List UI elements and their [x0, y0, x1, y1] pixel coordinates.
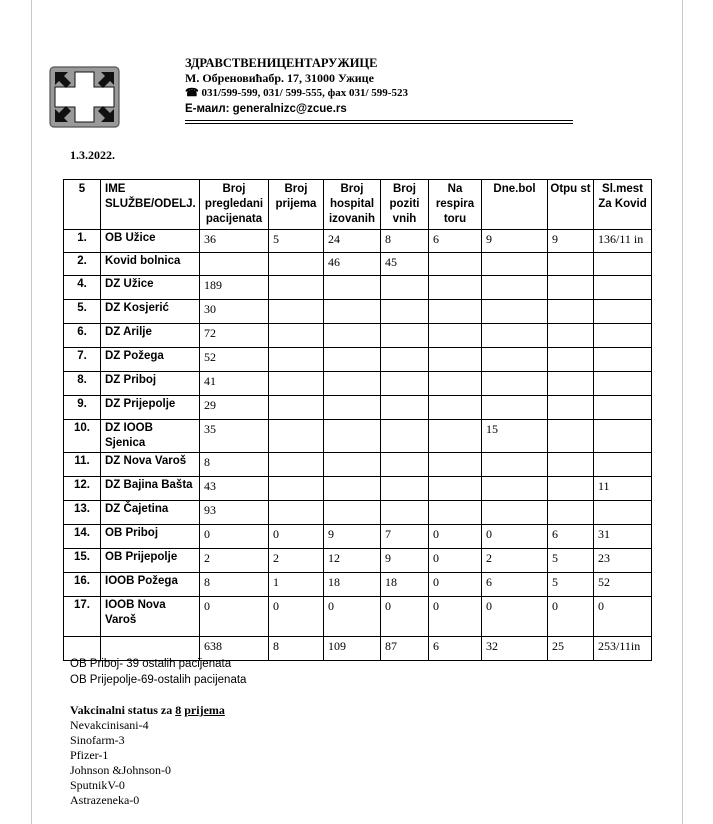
cell-dnebol	[482, 348, 548, 372]
cell-dnebol: 6	[482, 573, 548, 597]
cell-pregledani	[200, 253, 269, 276]
row-number: 11.	[64, 453, 101, 477]
vaccination-title-number: 8	[175, 703, 182, 717]
table-row	[64, 501, 652, 525]
cell-otpust	[548, 477, 594, 501]
cell-respirator	[429, 477, 482, 501]
table-row	[64, 372, 652, 396]
cell-hospital	[324, 501, 381, 525]
department-name: OB Užice	[101, 230, 200, 253]
cell-pozitivnih: 0	[381, 597, 429, 637]
cell-pozitivnih	[381, 372, 429, 396]
cell-pregledani: 35	[200, 420, 269, 453]
row-number: 8.	[64, 372, 101, 396]
cell-kovid	[594, 276, 652, 300]
cell-otpust	[548, 501, 594, 525]
cell-otpust	[548, 348, 594, 372]
cell-prijema: 1	[269, 573, 324, 597]
row-number: 13.	[64, 501, 101, 525]
table-row	[64, 348, 652, 372]
vaccination-item: Johnson &Johnson-0	[70, 763, 172, 777]
cell-prijema	[269, 348, 324, 372]
cell-pregledani: 72	[200, 324, 269, 348]
cell-prijema: 2	[269, 549, 324, 573]
row-number: 14.	[64, 525, 101, 549]
cell-hospital	[324, 396, 381, 420]
cell-prijema	[269, 420, 324, 453]
cell-respirator: 0	[429, 525, 482, 549]
cell-pozitivnih: 18	[381, 573, 429, 597]
cell-kovid	[594, 396, 652, 420]
cell-prijema	[269, 300, 324, 324]
organization-name: ЗДРАВСТВЕНИЦЕНТАРУЖИЦЕ	[185, 56, 378, 70]
cell-otpust	[548, 396, 594, 420]
vaccination-item: Nevakcinisani-4	[70, 718, 149, 732]
cell-pozitivnih	[381, 348, 429, 372]
cell-dnebol: 0	[482, 525, 548, 549]
cell-respirator: 6	[429, 230, 482, 253]
column-header: Broj pregledani pacijenata	[200, 180, 269, 230]
cell-kovid: 253/11in	[594, 637, 652, 661]
cell-hospital: 109	[324, 637, 381, 661]
table-row	[64, 573, 652, 597]
cell-prijema: 0	[269, 525, 324, 549]
cell-kovid	[594, 253, 652, 276]
cell-pregledani: 30	[200, 300, 269, 324]
cell-pozitivnih	[381, 396, 429, 420]
cell-pozitivnih	[381, 276, 429, 300]
cell-hospital: 24	[324, 230, 381, 253]
cell-pozitivnih: 87	[381, 637, 429, 661]
cell-otpust: 5	[548, 573, 594, 597]
department-name: DZ Arilje	[101, 324, 200, 348]
cell-dnebol	[482, 324, 548, 348]
cell-kovid: 11	[594, 477, 652, 501]
column-header: Otpu st	[548, 180, 594, 230]
department-name: DZ Kosjerić	[101, 300, 200, 324]
cell-kovid	[594, 348, 652, 372]
cell-hospital	[324, 372, 381, 396]
row-number: 6.	[64, 324, 101, 348]
row-number: 5.	[64, 300, 101, 324]
cell-dnebol: 0	[482, 597, 548, 637]
column-header: Na respira toru	[429, 180, 482, 230]
cell-dnebol	[482, 396, 548, 420]
cell-respirator	[429, 324, 482, 348]
note-line: OB Priboj- 39 ostalih pacijenata	[70, 658, 232, 670]
vaccination-title-suffix: prijema	[184, 703, 225, 717]
cell-respirator: 6	[429, 637, 482, 661]
table-row	[64, 396, 652, 420]
cell-pozitivnih: 9	[381, 549, 429, 573]
cell-otpust: 9	[548, 230, 594, 253]
cell-otpust: 25	[548, 637, 594, 661]
cell-prijema	[269, 396, 324, 420]
column-header: Broj hospital izovanih	[324, 180, 381, 230]
organization-email: E-маил: generalnizc@zcue.rs	[185, 103, 347, 115]
cell-pregledani: 8	[200, 453, 269, 477]
cell-respirator	[429, 501, 482, 525]
department-name: DZ Užice	[101, 276, 200, 300]
header-rule-top	[185, 120, 573, 121]
vaccination-item: Pfizer-1	[70, 748, 109, 762]
vaccination-status	[70, 703, 225, 808]
report-date: 1.3.2022.	[70, 148, 115, 162]
column-header: Broj prijema	[269, 180, 324, 230]
cell-pozitivnih: 45	[381, 253, 429, 276]
department-name: IOOB Nova Varoš	[101, 597, 200, 637]
cell-respirator	[429, 420, 482, 453]
cell-otpust	[548, 324, 594, 348]
cell-dnebol	[482, 453, 548, 477]
department-name: Kovid bolnica	[101, 253, 200, 276]
header-rule-bottom	[185, 123, 573, 124]
row-number: 4.	[64, 276, 101, 300]
column-header: Dne.bol	[482, 180, 548, 230]
vaccination-item: SputnikV-0	[70, 778, 125, 792]
cell-hospital	[324, 324, 381, 348]
table-body	[64, 230, 652, 661]
department-name: DZ Čajetina	[101, 501, 200, 525]
cell-hospital: 46	[324, 253, 381, 276]
row-number: 15.	[64, 549, 101, 573]
cell-respirator: 0	[429, 549, 482, 573]
cell-dnebol	[482, 477, 548, 501]
table-row	[64, 276, 652, 300]
table-row	[64, 477, 652, 501]
cell-prijema	[269, 501, 324, 525]
cell-hospital	[324, 276, 381, 300]
row-number: 17.	[64, 597, 101, 637]
cell-prijema: 0	[269, 597, 324, 637]
cell-otpust	[548, 276, 594, 300]
cell-kovid	[594, 372, 652, 396]
department-name: DZ Priboj	[101, 372, 200, 396]
cell-respirator	[429, 300, 482, 324]
letterhead	[185, 56, 408, 117]
organization-phone: ☎ 031/599-599, 031/ 599-555, фах 031/ 599-523	[185, 87, 408, 99]
cell-hospital: 0	[324, 597, 381, 637]
table-row	[64, 324, 652, 348]
vaccination-item: Astrazeneka-0	[70, 793, 140, 807]
cell-respirator: 0	[429, 573, 482, 597]
cell-kovid	[594, 453, 652, 477]
cell-pozitivnih	[381, 324, 429, 348]
table-row	[64, 549, 652, 573]
cell-otpust: 0	[548, 597, 594, 637]
cell-dnebol	[482, 253, 548, 276]
cell-dnebol: 9	[482, 230, 548, 253]
column-header: 5	[64, 180, 101, 230]
cell-kovid: 31	[594, 525, 652, 549]
cell-kovid: 52	[594, 573, 652, 597]
cell-dnebol: 32	[482, 637, 548, 661]
cell-prijema	[269, 253, 324, 276]
cell-hospital	[324, 477, 381, 501]
cell-pregledani: 52	[200, 348, 269, 372]
cell-kovid	[594, 324, 652, 348]
cell-pregledani: 638	[200, 637, 269, 661]
row-number: 7.	[64, 348, 101, 372]
cell-respirator: 0	[429, 597, 482, 637]
department-name: DZ Prijepolje	[101, 396, 200, 420]
table-row	[64, 253, 652, 276]
cell-dnebol: 2	[482, 549, 548, 573]
cell-otpust: 5	[548, 549, 594, 573]
department-name: DZ Požega	[101, 348, 200, 372]
cell-dnebol	[482, 372, 548, 396]
cell-respirator	[429, 276, 482, 300]
cell-prijema	[269, 324, 324, 348]
department-name: DZ Bajina Bašta	[101, 477, 200, 501]
row-number: 9.	[64, 396, 101, 420]
cell-prijema	[269, 372, 324, 396]
cell-otpust	[548, 453, 594, 477]
cell-prijema	[269, 453, 324, 477]
cell-pregledani: 29	[200, 396, 269, 420]
cell-otpust	[548, 300, 594, 324]
cell-pregledani: 36	[200, 230, 269, 253]
cell-hospital	[324, 300, 381, 324]
table-row	[64, 525, 652, 549]
cell-kovid	[594, 420, 652, 453]
health-center-logo-icon	[49, 66, 120, 128]
cell-pozitivnih: 8	[381, 230, 429, 253]
cell-hospital: 12	[324, 549, 381, 573]
cell-kovid: 23	[594, 549, 652, 573]
cell-respirator	[429, 253, 482, 276]
hospital-report-table	[63, 179, 652, 661]
table-row	[64, 453, 652, 477]
cell-pozitivnih	[381, 453, 429, 477]
cell-kovid: 0	[594, 597, 652, 637]
cell-pregledani: 0	[200, 597, 269, 637]
cell-respirator	[429, 396, 482, 420]
row-number: 2.	[64, 253, 101, 276]
note-line: OB Prijepolje-69-ostalih pacijenata	[70, 674, 247, 686]
cell-pregledani: 189	[200, 276, 269, 300]
cell-kovid: 136/11 in	[594, 230, 652, 253]
cell-kovid	[594, 300, 652, 324]
cell-dnebol	[482, 501, 548, 525]
cell-respirator	[429, 453, 482, 477]
cell-pozitivnih	[381, 501, 429, 525]
department-name: DZ Nova Varoš	[101, 453, 200, 477]
column-header: Broj poziti vnih	[381, 180, 429, 230]
cell-otpust	[548, 372, 594, 396]
cell-prijema: 5	[269, 230, 324, 253]
cell-respirator	[429, 348, 482, 372]
cell-dnebol: 15	[482, 420, 548, 453]
cell-otpust	[548, 420, 594, 453]
cell-pregledani: 2	[200, 549, 269, 573]
cell-pregledani: 93	[200, 501, 269, 525]
vaccination-item: Sinofarm-3	[70, 733, 125, 747]
cell-pregledani: 41	[200, 372, 269, 396]
row-number: 1.	[64, 230, 101, 253]
row-number: 12.	[64, 477, 101, 501]
cell-pozitivnih	[381, 300, 429, 324]
cell-pozitivnih: 7	[381, 525, 429, 549]
vaccination-title-prefix: Vakcinalni status za	[70, 703, 176, 717]
column-header: Sl.mest Za Kovid	[594, 180, 652, 230]
department-name: OB Prijepolje	[101, 549, 200, 573]
department-name: OB Priboj	[101, 525, 200, 549]
table-row	[64, 230, 652, 253]
cell-kovid	[594, 501, 652, 525]
cell-hospital: 9	[324, 525, 381, 549]
cell-otpust	[548, 253, 594, 276]
cell-hospital	[324, 420, 381, 453]
cell-pregledani: 0	[200, 525, 269, 549]
cell-pregledani: 43	[200, 477, 269, 501]
cell-dnebol	[482, 300, 548, 324]
cell-hospital	[324, 348, 381, 372]
cell-pozitivnih	[381, 420, 429, 453]
row-number: 10.	[64, 420, 101, 453]
table-row	[64, 420, 652, 453]
cell-respirator	[429, 372, 482, 396]
table-row	[64, 300, 652, 324]
organization-address: М. Обреновићабр. 17, 31000 Ужице	[185, 71, 374, 85]
notes	[70, 656, 246, 688]
cell-pregledani: 8	[200, 573, 269, 597]
table-row	[64, 597, 652, 637]
row-number: 16.	[64, 573, 101, 597]
cell-hospital	[324, 453, 381, 477]
column-header: IME SLUŽBE/ODELJ.	[101, 180, 200, 230]
department-name: DZ IOOB Sjenica	[101, 420, 200, 453]
vaccination-title	[70, 703, 225, 718]
cell-prijema	[269, 276, 324, 300]
department-name: IOOB Požega	[101, 573, 200, 597]
table-header-row	[64, 180, 652, 230]
cell-prijema: 8	[269, 637, 324, 661]
cell-otpust: 6	[548, 525, 594, 549]
cell-hospital: 18	[324, 573, 381, 597]
cell-dnebol	[482, 276, 548, 300]
cell-pozitivnih	[381, 477, 429, 501]
cell-prijema	[269, 477, 324, 501]
